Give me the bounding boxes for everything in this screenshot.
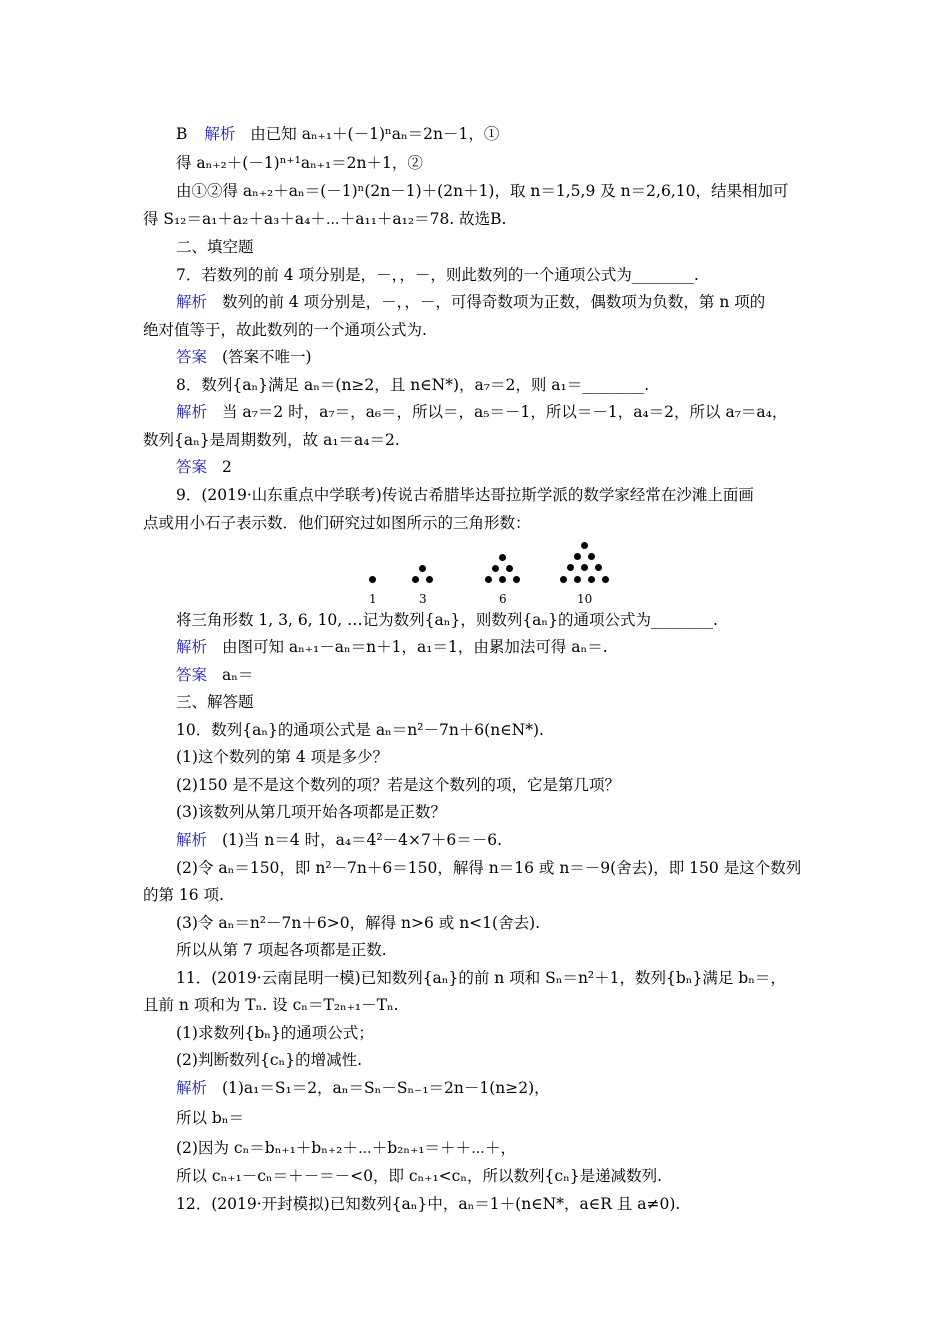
text-line: 得 aₙ₊₂＋(－1)ⁿ⁺¹aₙ₊₁＝2n＋1，② — [176, 154, 423, 172]
question-7: 7．若数列的前 4 项分别是，－，，－，则此数列的一个通项公式为________. — [176, 266, 699, 284]
question-10: 10．数列{aₙ}的通项公式是 aₙ＝n²－7n＋6(n∈N*). — [176, 721, 544, 739]
text-line: 将三角形数 1, 3, 6, 10, …记为数列{aₙ}，则数列{aₙ}的通项公式为________. — [176, 611, 718, 629]
question-11: 11．(2019·云南昆明一模)已知数列{aₙ}的前 n 项和 Sₙ＝n²＋1，数列{bₙ}满足 bₙ＝， — [176, 969, 786, 987]
figure-label: 1 — [369, 592, 377, 606]
text-line: (2)150 是不是这个数列的项？若是这个数列的项，它是第几项？ — [176, 776, 620, 794]
text-line: 由①②得 aₙ₊₂＋aₙ＝(－1)ⁿ(2n－1)＋(2n＋1)，取 n＝1,5,9 及 n＝2,6,10，结果相加可 — [176, 182, 789, 200]
text-line: (2)判断数列{cₙ}的增减性. — [176, 1051, 362, 1069]
line-text: 由已知 aₙ₊₁＋(－1)ⁿaₙ＝2n－1，① — [250, 125, 500, 143]
figure-label: 10 — [577, 592, 593, 606]
keyword-label: 解析 — [176, 638, 208, 656]
figure-label: 3 — [419, 592, 427, 606]
keyword-label: 解析 — [204, 125, 236, 143]
answer-line — [176, 457, 846, 477]
dot — [499, 554, 506, 561]
solution-line — [176, 637, 846, 657]
solution-line — [176, 830, 846, 850]
dot — [426, 576, 433, 583]
dot — [419, 565, 426, 572]
solution-line — [176, 292, 846, 312]
line-text: (1)a₁＝S₁＝2，aₙ＝Sₙ－Sₙ₋₁＝2n－1(n≥2)， — [221, 1079, 550, 1097]
line-text: 由图可知 aₙ₊₁－aₙ＝n＋1，a₁＝1，由累加法可得 aₙ＝. — [221, 638, 608, 656]
keyword-label: 答案 — [176, 666, 208, 684]
text-line: 点或用小石子表示数．他们研究过如图所示的三角形数： — [143, 514, 531, 532]
text-line: 所以从第 7 项起各项都是正数. — [176, 941, 387, 959]
triangle-numbers-figure — [355, 536, 625, 606]
text-line: 得 S₁₂＝a₁＋a₂＋a₃＋a₄＋⋯＋a₁₁＋a₁₂＝78. 故选B. — [143, 210, 507, 228]
solution-line — [176, 402, 846, 422]
line-text: aₙ＝ — [221, 666, 254, 684]
dot — [412, 576, 419, 583]
dot — [574, 553, 581, 560]
question-8: 8．数列{aₙ}满足 aₙ＝(n≥2，且 n∈N*)，a₇＝2，则 a₁＝________. — [176, 376, 650, 394]
line-text: (答案不唯一) — [221, 348, 312, 366]
dot — [574, 576, 581, 583]
dot — [602, 576, 609, 583]
dot — [581, 564, 588, 571]
answer-letter: B — [176, 125, 188, 143]
text-line: 且前 n 项和为 Tₙ. 设 cₙ＝T₂ₙ₊₁－Tₙ. — [143, 996, 399, 1014]
question-9: 9．(2019·山东重点中学联考)传说古希腊毕达哥拉斯学派的数学家经常在沙滩上面画 — [176, 486, 754, 504]
section-heading: 二、填空题 — [176, 238, 254, 256]
text-line: (2)令 aₙ＝150，即 n²－7n＋6＝150，解得 n＝16 或 n＝－9(舍去)，即 150 是这个数列 — [176, 859, 802, 877]
dot — [369, 576, 376, 583]
text-line: (3)令 aₙ＝n²－7n＋6>0，解得 n>6 或 n<1(舍去). — [176, 914, 541, 932]
keyword-label: 答案 — [176, 348, 208, 366]
answer-line — [176, 665, 846, 685]
line-text: 当 a₇＝2 时，a₇＝，a₆＝，所以＝，a₅＝－1，所以＝－1，a₄＝2，所以 a₇＝a₄， — [221, 403, 788, 421]
dot — [492, 565, 499, 572]
keyword-label: 解析 — [176, 293, 208, 311]
text-line: (2)因为 cₙ＝bₙ₊₁＋bₙ₊₂＋⋯＋b₂ₙ₊₁＝＋＋⋯＋， — [176, 1139, 516, 1157]
keyword-label: 解析 — [176, 831, 208, 849]
answer-line — [176, 347, 846, 367]
dot — [567, 564, 574, 571]
keyword-label: 答案 — [176, 458, 208, 476]
solution-line-6 — [176, 124, 846, 144]
text-line: 所以 bₙ＝ — [176, 1109, 245, 1127]
keyword-label: 解析 — [176, 403, 208, 421]
keyword-label: 解析 — [176, 1079, 208, 1097]
text-line: (3)该数列从第几项开始各项都是正数？ — [176, 803, 446, 821]
dot — [581, 542, 588, 549]
dot — [499, 576, 506, 583]
figure-label: 6 — [499, 592, 507, 606]
dot — [506, 565, 513, 572]
line-text: 数列的前 4 项分别是，－，，－，可得奇数项为正数，偶数项为负数，第 n 项的 — [221, 293, 766, 311]
dot — [485, 576, 492, 583]
text-line: 所以 cₙ₊₁－cₙ＝＋－＝－<0，即 cₙ₊₁<cₙ，所以数列{cₙ}是递减数列. — [176, 1167, 663, 1185]
dot — [513, 576, 520, 583]
dot — [588, 576, 595, 583]
dot — [595, 564, 602, 571]
question-12: 12．(2019·开封模拟)已知数列{aₙ}中，aₙ＝1＋(n∈N*，a∈R 且 a≠0). — [176, 1195, 681, 1213]
text-line: 数列{aₙ}是周期数列，故 a₁＝a₄＝2. — [143, 431, 400, 449]
line-text: 2 — [221, 458, 232, 476]
text-line: 的第 16 项. — [143, 886, 225, 904]
section-heading: 三、解答题 — [176, 693, 254, 711]
text-line: (1)这个数列的第 4 项是多少？ — [176, 748, 389, 766]
text-line: (1)求数列{bₙ}的通项公式； — [176, 1024, 374, 1042]
dot — [588, 553, 595, 560]
line-text: (1)当 n＝4 时，a₄＝4²－4×7＋6＝－6. — [221, 831, 502, 849]
text-line: 绝对值等于，故此数列的一个通项公式为. — [143, 321, 427, 339]
dot — [560, 576, 567, 583]
solution-line — [176, 1078, 846, 1098]
